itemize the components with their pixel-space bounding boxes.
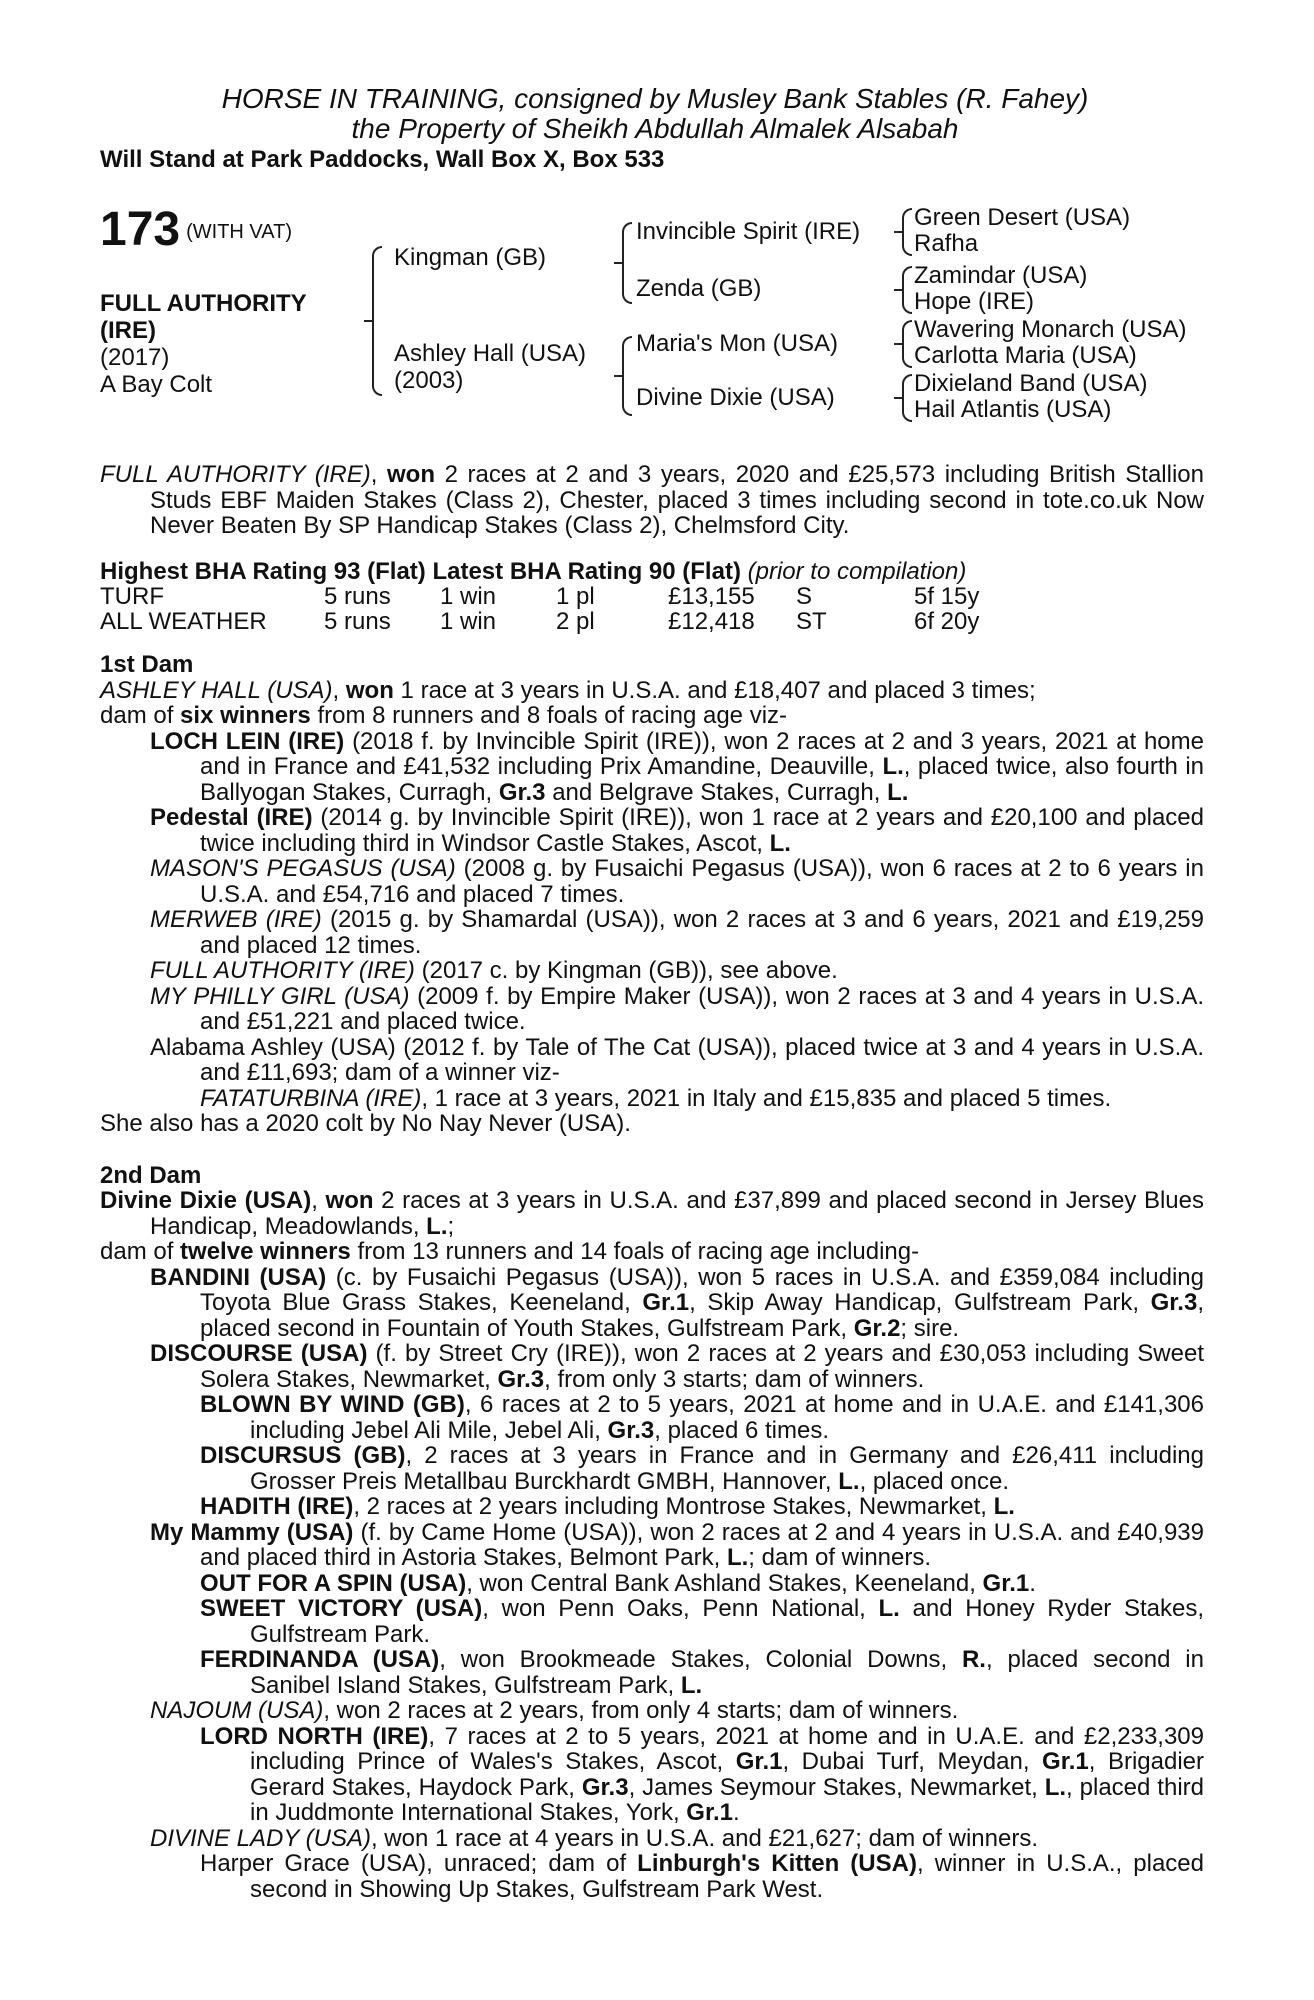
second-dam-produce-intro: dam of twelve winners from 13 runners and 14 foals of racing age including- <box>100 1238 920 1265</box>
progeny-entry: LOCH LEIN (IRE) (2018 f. by Invincible Spirit (IRE)), won 2 races at 2 and 3 years, 2021 at home and in France and £41,532 including Prix Amandine, Deauville, L., placed twice, also fourth in Ballyogan Stakes, Curragh, Gr.3 and Belgrave Stakes, Curragh, L. <box>150 727 1205 806</box>
progeny-sub-entry: FATATURBINA (IRE), 1 race at 3 years, 2021 in Italy and £15,835 and placed 5 times. <box>200 1084 1112 1112</box>
second-dam-heading: 2nd Dam <box>100 1161 202 1189</box>
progeny-entry: My Mammy (USA) (f. by Came Home (USA)), won 2 races at 2 and 4 years in U.S.A. and £40,939 and placed third in Astoria Stakes, Belmont Park, L.; dam of winners. <box>150 1518 1204 1571</box>
pedigree-brace-dd <box>902 374 912 422</box>
horse-identity <box>100 290 307 398</box>
second-dam-summary: Divine Dixie (USA), won 2 races at 3 years in U.S.A. and £37,899 and placed second in Jersey Blues Handicap, Meadowlands, L.; <box>100 1187 1204 1240</box>
dam: Ashley Hall (USA) <box>394 340 587 367</box>
pedigree-brace-main <box>372 246 382 396</box>
pedigree-brace-dam <box>622 336 632 416</box>
owner-line: the Property of Sheikh Abdullah Almalek Alsabah <box>351 113 959 144</box>
sire-sire-dam: Rafha <box>914 230 979 257</box>
race-record-table <box>100 584 979 634</box>
progeny-entry: BANDINI (USA) (c. by Fusaichi Pegasus (USA)), won 5 races in U.S.A. and £359,084 including Toyota Blue Grass Stakes, Keeneland, Gr.1, Skip Away Handicap, Gulfstream Park, Gr.3, placed second in Fountain of Youth Stakes, Gulfstream Park, Gr.2; sire. <box>150 1263 1204 1342</box>
horse-origin: (IRE) <box>100 317 156 344</box>
sire-dam-dam: Hope (IRE) <box>914 288 1035 315</box>
progeny-entry: MERWEB (IRE) (2015 g. by Shamardal (USA)), won 2 races at 3 and 6 years, 2021 and £19,259 and placed 12 times. <box>150 906 1204 959</box>
table-row: ALL WEATHER 5 runs 1 win 2 pl £12,418 ST 6f 20y <box>100 608 980 635</box>
first-dam-produce-intro: dam of six winners from 8 runners and 8 foals of racing age viz- <box>100 702 788 729</box>
progeny-sub-entry: FERDINANDA (USA), won Brookmeade Stakes, Colonial Downs, R., placed second in Sanibel Island Stakes, Gulfstream Park, L. <box>200 1646 1204 1699</box>
consignor-line: HORSE IN TRAINING, consigned by Musley Bank Stables (R. Fahey) <box>221 83 1089 114</box>
dam-year: (2003) <box>394 367 464 394</box>
pedigree-brace-sire <box>622 222 632 304</box>
first-dam-summary: ASHLEY HALL (USA), won 1 race at 3 years in U.S.A. and £18,407 and placed 3 times; <box>100 676 1036 704</box>
progeny-sub-entry: BLOWN BY WIND (GB), 6 races at 2 to 5 years, 2021 at home and in U.A.E. and £141,306 including Jebel Ali Mile, Jebel Ali, Gr.3, placed 6 times. <box>200 1391 1204 1444</box>
foaling-year: (2017) <box>100 344 170 371</box>
pedigree-brace-sd <box>902 266 912 314</box>
dam-dam: Divine Dixie (USA) <box>636 384 835 411</box>
sire: Kingman (GB) <box>394 244 547 271</box>
sire-dam: Zenda (GB) <box>636 275 762 302</box>
table-row: TURF 5 runs 1 win 1 pl £13,155 S 5f 15y <box>100 583 980 610</box>
progeny-entry: NAJOUM (USA), won 2 races at 2 years, from only 4 starts; dam of winners. <box>150 1697 959 1724</box>
progeny-entry: DIVINE LADY (USA), won 1 race at 4 years in U.S.A. and £21,627; dam of winners. <box>150 1824 1038 1852</box>
progeny-sub-entry: SWEET VICTORY (USA), won Penn Oaks, Penn National, L. and Honey Ryder Stakes, Gulfstream Park. <box>200 1595 1204 1648</box>
bha-ratings: Highest BHA Rating 93 (Flat) Latest BHA Rating 90 (Flat) (prior to compilation) <box>100 557 967 585</box>
progeny-sub-entry: HADITH (IRE), 2 races at 2 years including Montrose Stakes, Newmarket, L. <box>200 1493 1015 1520</box>
progeny-entry: MY PHILLY GIRL (USA) (2009 f. by Empire Maker (USA)), won 2 races at 3 and 4 years in U.S.A. and £51,221 and placed twice. <box>150 982 1205 1035</box>
vat-note: (WITH VAT) <box>186 221 292 244</box>
dam-dam-sire: Dixieland Band (USA) <box>914 370 1148 397</box>
pedigree-brace-ds <box>902 320 912 368</box>
progeny-sub-entry: Harper Grace (USA), unraced; dam of Linburgh's Kitten (USA), winner in U.S.A., placed second in Showing Up Stakes, Gulfstream Park West. <box>200 1850 1204 1903</box>
stand-location: Will Stand at Park Paddocks, Wall Box X, Box 533 <box>100 146 665 173</box>
sire-sire-sire: Green Desert (USA) <box>914 204 1131 231</box>
race-summary: FULL AUTHORITY (IRE), won 2 races at 2 and 3 years, 2020 and £25,573 including British Stallion Studs EBF Maiden Stakes (Class 2), Chester, placed 3 times including second in tote.co.uk Now Never Beaten By SP Handicap Stakes (Class 2), Chelmsford City. <box>100 461 1204 539</box>
progeny-entry: DISCOURSE (USA) (f. by Street Cry (IRE)), won 2 races at 2 years and £30,053 including Sweet Solera Stakes, Newmarket, Gr.3, from only 3 starts; dam of winners. <box>150 1340 1204 1393</box>
progeny-entry: MASON'S PEGASUS (USA) (2008 g. by Fusaichi Pegasus (USA)), won 6 races at 2 to 6 years in U.S.A. and £54,716 and placed 7 times. <box>150 855 1204 908</box>
progeny-sub-entry: DISCURSUS (GB), 2 races at 3 years in France and in Germany and £26,411 including Grosser Preis Metallbau Burckhardt GMBH, Hannover, L., placed once. <box>200 1442 1204 1495</box>
progeny-entry: FULL AUTHORITY (IRE) (2017 c. by Kingman (GB)), see above. <box>150 957 838 984</box>
horse-description: A Bay Colt <box>100 371 213 398</box>
dam-sire-dam: Carlotta Maria (USA) <box>914 342 1137 369</box>
dam-dam-dam: Hail Atlantis (USA) <box>914 396 1112 423</box>
first-dam-note: She also has a 2020 colt by No Nay Never (USA). <box>100 1110 631 1137</box>
dam-sire: Maria's Mon (USA) <box>636 330 838 357</box>
horse-name: FULL AUTHORITY <box>100 290 307 317</box>
progeny-entry: Alabama Ashley (USA) (2012 f. by Tale of The Cat (USA)), placed twice at 3 and 4 years in U.S.A. and £11,693; dam of a winner viz- <box>150 1033 1204 1086</box>
pedigree-brace-ss <box>902 208 912 256</box>
dam-sire-sire: Wavering Monarch (USA) <box>914 316 1187 343</box>
catalogue-text <box>100 462 1204 1902</box>
first-dam-heading: 1st Dam <box>100 651 194 678</box>
progeny-sub-entry: OUT FOR A SPIN (USA), won Central Bank Ashland Stakes, Keeneland, Gr.1. <box>200 1569 1036 1597</box>
progeny-entry: Pedestal (IRE) (2014 g. by Invincible Spirit (IRE)), won 1 race at 2 years and £20,100 and placed twice including third in Windsor Castle Stakes, Ascot, L. <box>150 804 1204 857</box>
lot-number: 173 (WITH VAT) <box>100 203 292 256</box>
sire-sire: Invincible Spirit (IRE) <box>636 218 861 245</box>
sire-dam-sire: Zamindar (USA) <box>914 262 1088 289</box>
progeny-sub-entry: LORD NORTH (IRE), 7 races at 2 to 5 years, 2021 at home and in U.A.E. and £2,233,309 including Prince of Wales's Stakes, Ascot, Gr.1, Dubai Turf, Meydan, Gr.1, Brigadier Gerard Stakes, Haydock Park, Gr.3, James Seymour Stakes, Newmarket, L., placed third in Juddmonte International Stakes, York, Gr.1. <box>200 1722 1204 1826</box>
